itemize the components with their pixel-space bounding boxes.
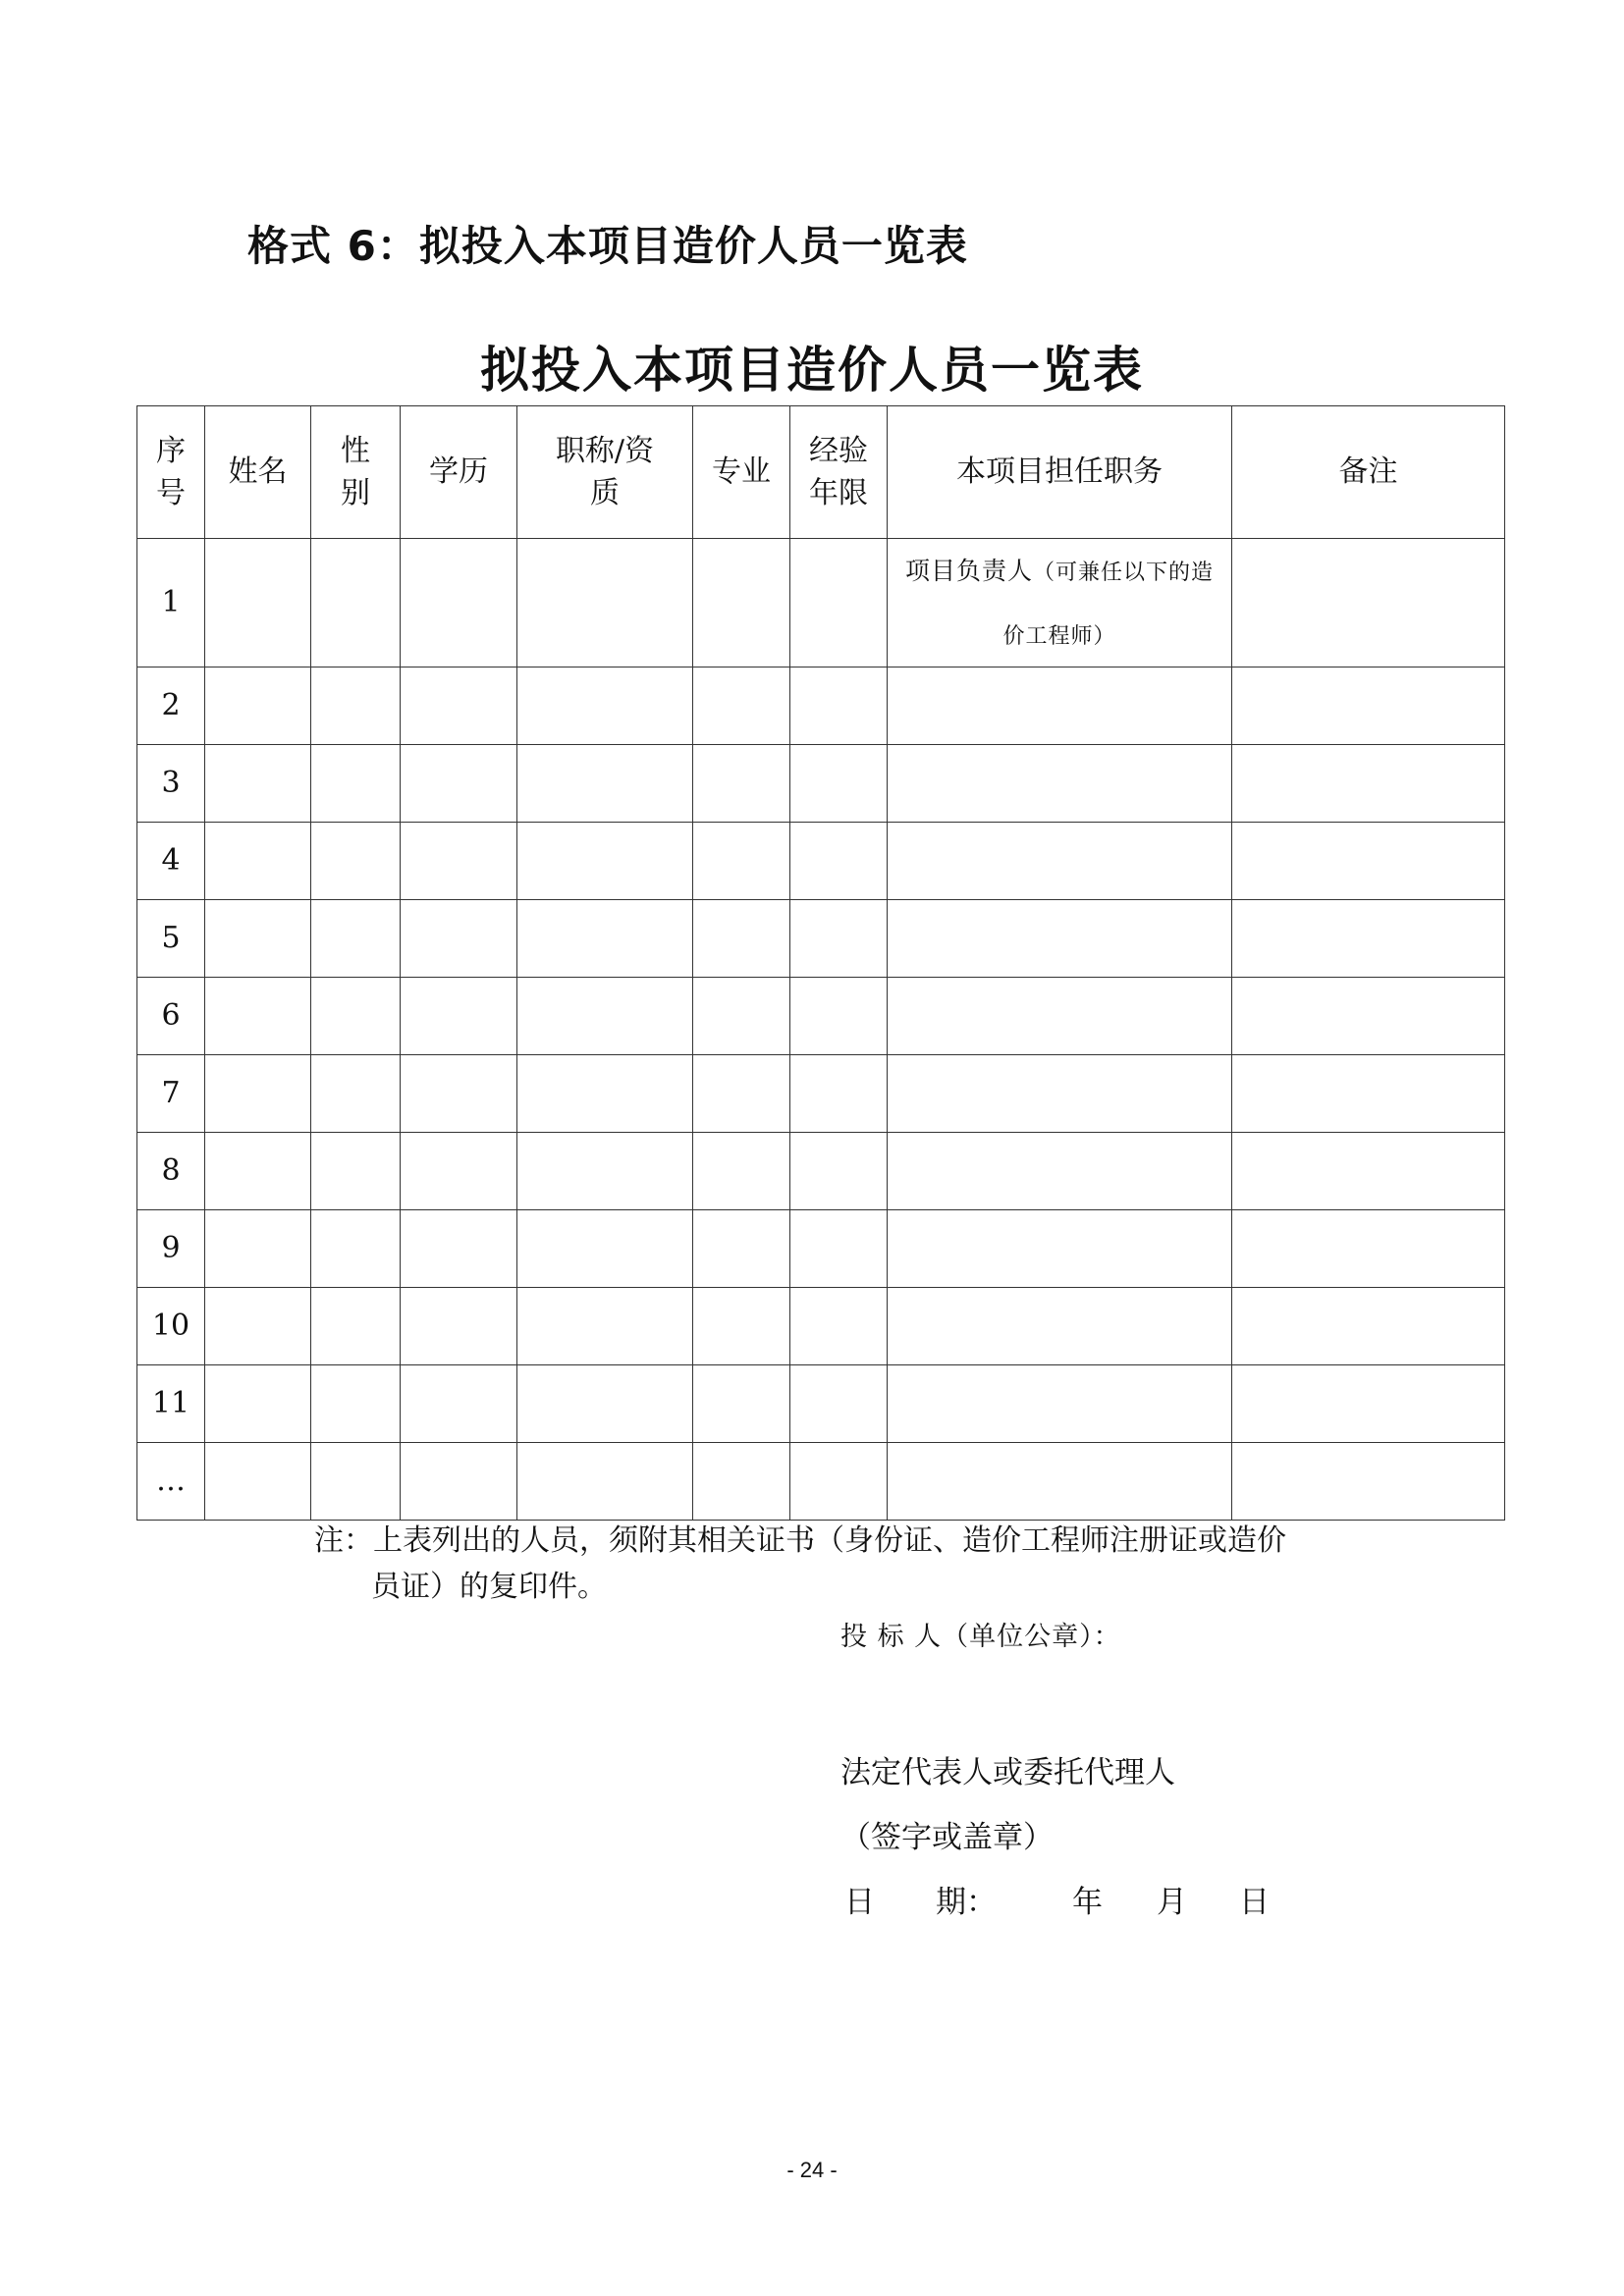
cell-major <box>693 539 790 667</box>
cell-title-qualification <box>517 667 693 745</box>
cell-gender <box>311 1133 401 1210</box>
row-seq: … <box>137 1443 205 1521</box>
row-seq: 11 <box>137 1365 205 1443</box>
table-row <box>137 1288 1505 1365</box>
cell-gender <box>311 1365 401 1443</box>
cell-name <box>205 1133 311 1210</box>
row-seq: 1 <box>137 539 205 667</box>
header-education: 学历 <box>401 406 517 539</box>
cell-project-role <box>888 1288 1232 1365</box>
cell-gender <box>311 667 401 745</box>
table-row <box>137 1133 1505 1210</box>
table-footnote <box>314 1519 1414 1610</box>
cell-experience-years <box>790 667 888 745</box>
cell-project-role <box>888 539 1232 667</box>
cell-remarks <box>1232 667 1505 745</box>
cell-experience-years <box>790 978 888 1055</box>
cell-education <box>401 1443 517 1521</box>
cell-name <box>205 1443 311 1521</box>
cell-education <box>401 539 517 667</box>
cell-project-role <box>888 1133 1232 1210</box>
cell-title-qualification <box>517 823 693 900</box>
cell-experience-years <box>790 823 888 900</box>
cell-name <box>205 823 311 900</box>
cell-remarks <box>1232 978 1505 1055</box>
role-main: 项目负责人 <box>904 557 1033 585</box>
legal-representative-label: 法定代表人或委托代理人 <box>840 1755 1175 1790</box>
cell-remarks <box>1232 900 1505 978</box>
cell-remarks <box>1232 1055 1505 1133</box>
cell-remarks <box>1232 1443 1505 1521</box>
header-experience-years: 经验年限 <box>790 406 888 539</box>
cell-title-qualification <box>517 1443 693 1521</box>
cell-major <box>693 978 790 1055</box>
cell-experience-years <box>790 539 888 667</box>
table-row <box>137 745 1505 823</box>
footnote-line-2: 员证）的复印件。 <box>371 1569 607 1604</box>
date-month-label: 月 <box>1157 1885 1187 1920</box>
table-row <box>137 823 1505 900</box>
cell-name <box>205 667 311 745</box>
staff-table <box>136 405 1505 1521</box>
cell-gender <box>311 539 401 667</box>
cell-remarks <box>1232 1133 1505 1210</box>
table-row <box>137 667 1505 745</box>
cell-remarks <box>1232 1365 1505 1443</box>
table-row <box>137 1443 1505 1521</box>
cell-education <box>401 900 517 978</box>
footnote-line-1: 注：上表列出的人员，须附其相关证书（身份证、造价工程师注册证或造价 <box>314 1523 1286 1558</box>
cell-name <box>205 745 311 823</box>
cell-experience-years <box>790 1365 888 1443</box>
cell-education <box>401 978 517 1055</box>
cell-gender <box>311 745 401 823</box>
cell-name <box>205 900 311 978</box>
cell-gender <box>311 900 401 978</box>
cell-gender <box>311 1443 401 1521</box>
row-seq: 5 <box>137 900 205 978</box>
cell-title-qualification <box>517 1133 693 1210</box>
cell-title-qualification <box>517 539 693 667</box>
cell-name <box>205 1365 311 1443</box>
cell-name <box>205 1210 311 1288</box>
cell-project-role <box>888 1210 1232 1288</box>
cell-major <box>693 900 790 978</box>
cell-experience-years <box>790 900 888 978</box>
cell-major <box>693 667 790 745</box>
cell-major <box>693 1210 790 1288</box>
cell-gender <box>311 1210 401 1288</box>
row-seq: 7 <box>137 1055 205 1133</box>
header-remarks: 备注 <box>1232 406 1505 539</box>
cell-education <box>401 1365 517 1443</box>
cell-experience-years <box>790 1055 888 1133</box>
cell-gender <box>311 823 401 900</box>
role-note: （可兼任以下的造价工程师） <box>1002 561 1215 649</box>
table-row <box>137 1210 1505 1288</box>
cell-gender <box>311 978 401 1055</box>
header-project-role: 本项目担任职务 <box>888 406 1232 539</box>
cell-major <box>693 745 790 823</box>
table-header-row <box>137 406 1505 539</box>
cell-education <box>401 745 517 823</box>
header-title-qualification: 职称/资质 <box>517 406 693 539</box>
table-row <box>137 978 1505 1055</box>
header-seq: 序号 <box>137 406 205 539</box>
cell-gender <box>311 1055 401 1133</box>
cell-title-qualification <box>517 745 693 823</box>
row-seq: 8 <box>137 1133 205 1210</box>
cell-education <box>401 1133 517 1210</box>
page-number: - 24 - <box>786 2158 838 2182</box>
date-year-label: 年 <box>1072 1885 1103 1920</box>
cell-project-role <box>888 978 1232 1055</box>
cell-education <box>401 1055 517 1133</box>
cell-project-role <box>888 745 1232 823</box>
cell-remarks <box>1232 745 1505 823</box>
cell-name <box>205 978 311 1055</box>
section-heading: 格式 6：拟投入本项目造价人员一览表 <box>247 222 968 270</box>
cell-remarks <box>1232 1288 1505 1365</box>
cell-experience-years <box>790 1210 888 1288</box>
header-name: 姓名 <box>205 406 311 539</box>
table-row <box>137 900 1505 978</box>
cell-title-qualification <box>517 1288 693 1365</box>
row-seq: 4 <box>137 823 205 900</box>
cell-title-qualification <box>517 978 693 1055</box>
cell-name <box>205 1288 311 1365</box>
cell-education <box>401 667 517 745</box>
sign-or-seal-hint: （签字或盖章） <box>840 1820 1054 1855</box>
cell-major <box>693 1288 790 1365</box>
header-gender: 性别 <box>311 406 401 539</box>
date-label: 日 期： <box>844 1885 997 1920</box>
cell-name <box>205 1055 311 1133</box>
table-title: 拟投入本项目造价人员一览表 <box>480 342 1144 399</box>
table-row <box>137 1055 1505 1133</box>
cell-education <box>401 823 517 900</box>
cell-experience-years <box>790 745 888 823</box>
cell-project-role <box>888 667 1232 745</box>
cell-title-qualification <box>517 1210 693 1288</box>
table-row <box>137 1365 1505 1443</box>
cell-major <box>693 1443 790 1521</box>
header-major: 专业 <box>693 406 790 539</box>
cell-major <box>693 1055 790 1133</box>
cell-gender <box>311 1288 401 1365</box>
table-row <box>137 539 1505 667</box>
row-seq: 10 <box>137 1288 205 1365</box>
cell-title-qualification <box>517 1365 693 1443</box>
cell-title-qualification <box>517 1055 693 1133</box>
cell-project-role <box>888 1443 1232 1521</box>
row-seq: 2 <box>137 667 205 745</box>
cell-title-qualification <box>517 900 693 978</box>
cell-major <box>693 823 790 900</box>
row-seq: 6 <box>137 978 205 1055</box>
date-day-label: 日 <box>1239 1885 1270 1920</box>
bidder-seal-label: 投 标 人（单位公章）： <box>840 1622 1121 1652</box>
row-seq: 3 <box>137 745 205 823</box>
cell-project-role <box>888 823 1232 900</box>
cell-education <box>401 1288 517 1365</box>
cell-project-role <box>888 900 1232 978</box>
cell-major <box>693 1365 790 1443</box>
cell-experience-years <box>790 1133 888 1210</box>
cell-education <box>401 1210 517 1288</box>
cell-major <box>693 1133 790 1210</box>
cell-project-role <box>888 1365 1232 1443</box>
cell-remarks <box>1232 1210 1505 1288</box>
cell-experience-years <box>790 1443 888 1521</box>
row-seq: 9 <box>137 1210 205 1288</box>
cell-remarks <box>1232 823 1505 900</box>
cell-project-role <box>888 1055 1232 1133</box>
cell-experience-years <box>790 1288 888 1365</box>
cell-remarks <box>1232 539 1505 667</box>
cell-name <box>205 539 311 667</box>
